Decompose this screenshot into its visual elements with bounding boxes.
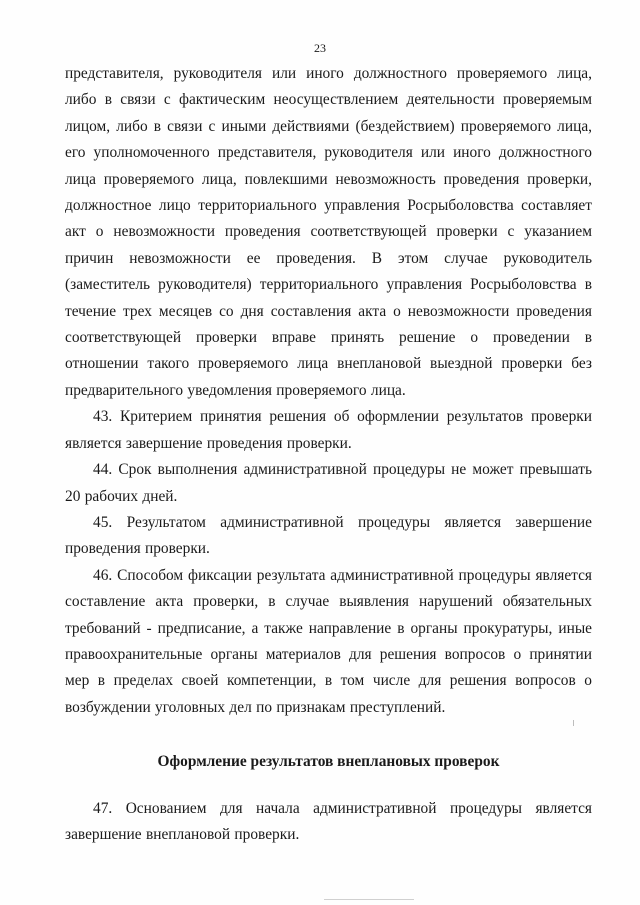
paragraph-47: 47. Основанием для начала административной процедуры является завершение внеплановой проверки. [65,799,592,843]
scan-edge-line [324,899,414,900]
paragraph-43: 43. Критерием принятия решения об оформлении результатов проверки является завершение проведения проверки. [65,408,592,452]
paragraph-46: 46. Способом фиксации результата административной процедуры является составление акта проверки, в случае выявления нарушений обязательных требований - предписание, а также направление в органы прокуратуры, иные правоохранительные органы материалов для решения вопросов о принятии мер в пределах своей компетенции, в том числе для решения вопросов о возбуждении уголовных дел по признакам преступлений. [65,566,592,716]
paragraph-45: 45. Результатом административной процедуры является завершение проведения проверки. [65,513,592,558]
scan-speck [573,720,574,726]
document-body [65,61,592,848]
section-heading: Оформление результатов внеплановых проверок [157,753,500,771]
paragraph-44: 44. Срок выполнения административной процедуры не может превышать 20 рабочих дней. [65,461,592,505]
page-number: 23 [314,41,326,55]
paragraph-continuation: представителя, руководителя или иного должностного проверяемого лица, либо в связи с фактическим неосуществлением деятельности проверяемым лицом, либо в связи с иными действиями (бездействием) проверяемого лица, его уполномоченного представителя, руководителя или иного должностного лица проверяемого лица, повлекшими невозможность проведения проверки, должностное лицо территориального управления Росрыболовства составляет акт о невозможности проведения соответствующей проверки с указанием причин невозможности ее проведения. В этом случае руководитель (заместитель руководителя) территориального управления Росрыболовства в течение трех месяцев со дня составления акта о невозможности проведения соответствующей проверки вправе принять решение о проведении в отношении такого проверяемого лица внеплановой выездной проверки без предварительного уведомления проверяемого лица. [65,65,592,399]
